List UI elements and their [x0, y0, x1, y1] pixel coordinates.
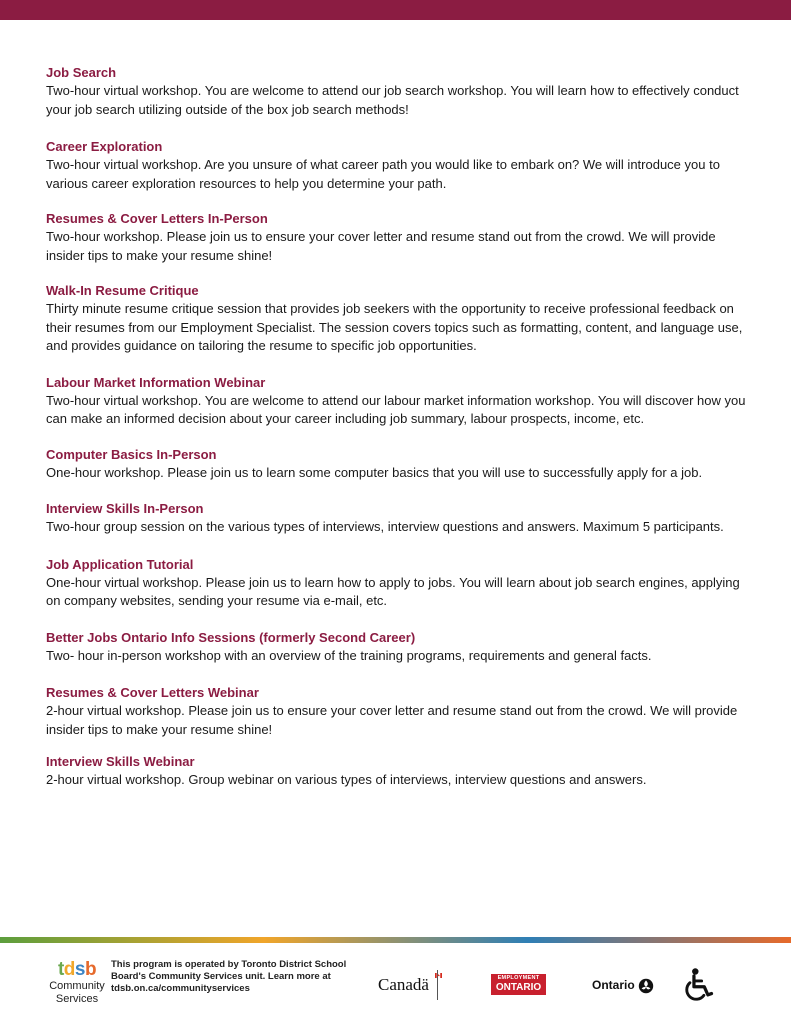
- workshop-item: [46, 684, 746, 739]
- program-operator-note: [111, 959, 359, 995]
- workshop-title: Walk-In Resume Critique: [46, 283, 199, 298]
- workshop-description: One-hour workshop. Please join us to learn some computer basics that you will use to successfully apply for a job.: [46, 464, 703, 480]
- note-line: This program is operated by Toronto District School: [111, 959, 347, 970]
- tdsb-logo-line2: Services: [55, 993, 99, 1005]
- workshop-item: [46, 374, 746, 429]
- note-link[interactable]: tdsb.on.ca/communityservices: [111, 983, 250, 994]
- note-line: Board's Community Services unit. Learn more at: [111, 971, 331, 982]
- workshop-description: One-hour virtual workshop. Please join us to learn how to apply to jobs. You will learn about job search engines, applying on company websites, sending your resume via e-mail, etc.: [46, 574, 740, 608]
- workshop-description: Two-hour workshop. Please join us to ensure your cover letter and resume stand out from the crowd. We will provide insider tips to make your resume shine!: [46, 229, 716, 263]
- trillium-icon: [638, 978, 654, 994]
- workshop-item: [46, 500, 746, 537]
- employment-ontario-logo: [491, 974, 546, 995]
- wheelchair-accessibility-icon: [680, 967, 716, 1003]
- workshop-item: [46, 138, 746, 193]
- workshop-description: Two-hour virtual workshop. You are welcome to attend our job search workshop. You will learn how to effectively conduct your job search utilizing outside of the box job search methods!: [46, 83, 739, 117]
- workshop-description: 2-hour virtual workshop. Group webinar on various types of interviews, interview questions and answers.: [46, 772, 647, 787]
- workshop-description: Two-hour virtual workshop. Are you unsure of what career path you would like to embark on? We will introduce you to various career exploration resources to help you determine your path.: [46, 157, 720, 191]
- footer-gradient-rule: [0, 937, 791, 943]
- workshop-title: Interview Skills In-Person: [46, 501, 204, 516]
- workshop-item: [46, 210, 746, 265]
- workshop-list: [46, 64, 746, 790]
- ontario-wordmark: Ontario: [592, 978, 635, 992]
- canada-flag-icon: [435, 973, 442, 978]
- workshop-item: [46, 629, 746, 666]
- workshop-title: Resumes & Cover Letters Webinar: [46, 685, 259, 700]
- footer: [0, 950, 791, 1024]
- workshop-item: [46, 753, 746, 790]
- workshop-title: Labour Market Information Webinar: [46, 374, 266, 390]
- eo-logo-line1: EMPLOYMENT: [497, 975, 540, 981]
- tdsb-wordmark: tdsb: [57, 959, 97, 980]
- workshop-title: Better Jobs Ontario Info Sessions (formerly Second Career): [46, 629, 416, 645]
- tdsb-community-services-logo: [44, 960, 110, 1006]
- government-of-canada-wordmark: [378, 970, 438, 1000]
- workshop-title: Job Application Tutorial: [46, 556, 194, 572]
- top-brand-bar: [0, 0, 791, 20]
- eo-logo-line2: ONTARIO: [495, 982, 542, 993]
- workshop-item: [46, 446, 746, 483]
- ontario-logo: [592, 977, 654, 994]
- workshop-title: Career Exploration: [46, 139, 163, 154]
- workshop-description: Two- hour in-person workshop with an overview of the training programs, requirements and general facts.: [46, 647, 652, 663]
- canada-wordmark-text: Canadä: [378, 975, 429, 994]
- workshop-title: Interview Skills Webinar: [46, 754, 195, 769]
- tdsb-logo-line1: Community: [49, 980, 105, 992]
- workshop-description: Thirty minute resume critique session that provides job seekers with the opportunity to receive professional feedback on their resumes from our Employment Specialist. The session covers topics such as formatting, content, and language use, and provides guidance on tailoring the resume to specific job opportunities.: [46, 301, 743, 353]
- workshop-title: Job Search: [46, 65, 117, 80]
- workshop-item: [46, 282, 746, 356]
- workshop-item: [46, 556, 746, 611]
- workshop-item: [46, 64, 746, 119]
- workshop-title: Computer Basics In-Person: [46, 446, 217, 462]
- workshop-title: Resumes & Cover Letters In-Person: [46, 211, 268, 226]
- workshop-description: Two-hour group session on the various types of interviews, interview questions and answers. Maximum 5 participants.: [46, 519, 724, 534]
- workshop-description: Two-hour virtual workshop. You are welcome to attend our labour market information workshop. You will discover how you can make an informed decision about your career including job summary, labour prospects, income, etc.: [46, 392, 746, 426]
- workshop-description: 2-hour virtual workshop. Please join us to ensure your cover letter and resume stand out from the crowd. We will provide insider tips to make your resume shine!: [46, 703, 738, 737]
